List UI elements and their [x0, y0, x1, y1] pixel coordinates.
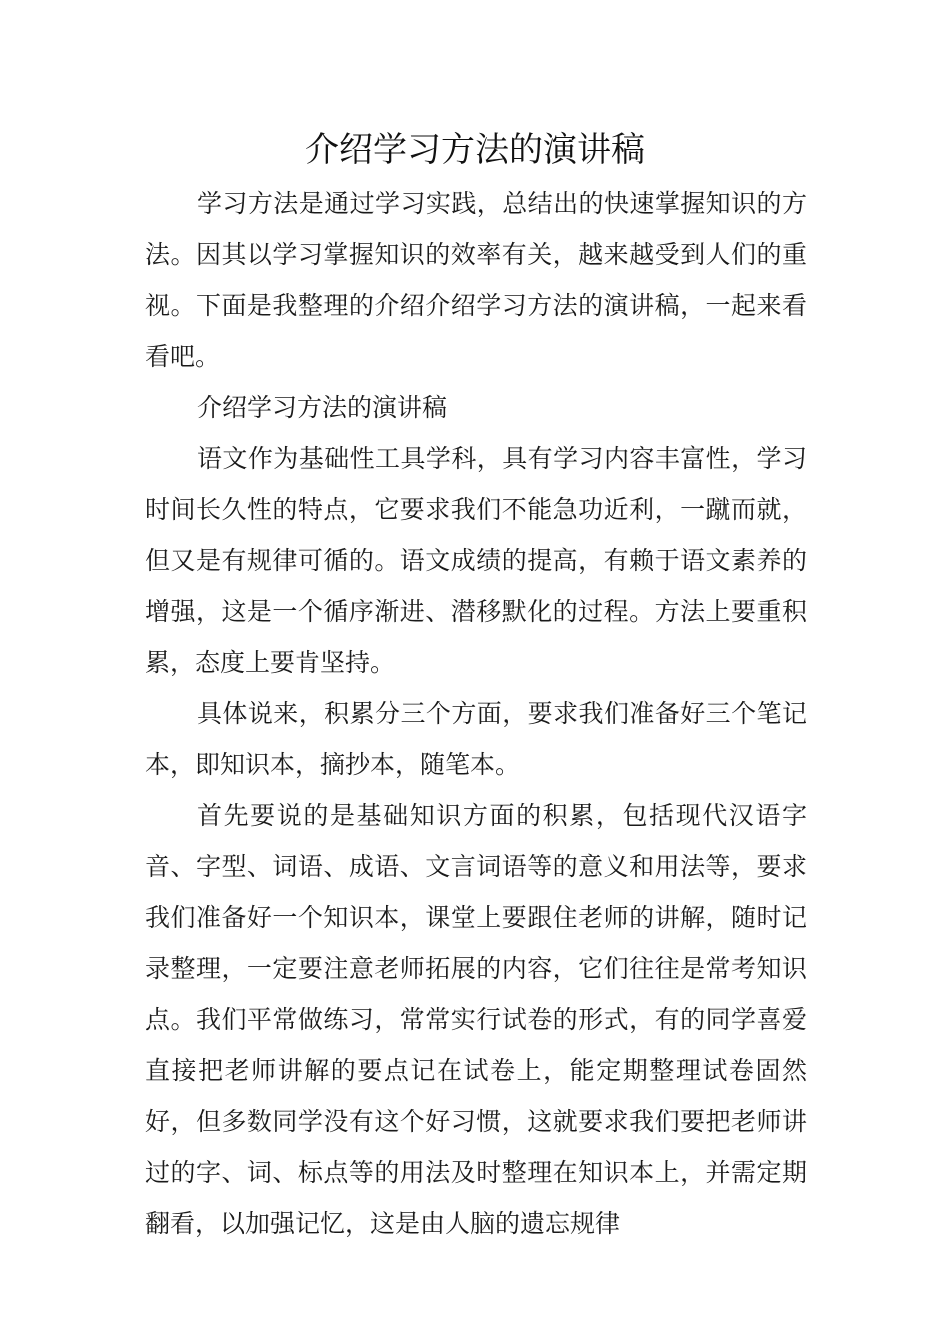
body-paragraph: 语文作为基础性工具学科，具有学习内容丰富性，学习时间长久性的特点，它要求我们不能急功近利，一蹴而就，但又是有规律可循的。语文成绩的提高，有赖于语文素养的增强，这是一个循序渐进、潜移默化的过程。方法上要重积累，态度上要肯坚持。: [145, 444, 807, 677]
document-body: [145, 178, 807, 1249]
section-heading: 介绍学习方法的演讲稿: [197, 393, 448, 422]
document-title: 介绍学习方法的演讲稿: [305, 130, 645, 170]
intro-paragraph: 学习方法是通过学习实践，总结出的快速掌握知识的方法。因其以学习掌握知识的效率有关，越来越受到人们的重视。下面是我整理的介绍介绍学习方法的演讲稿，一起来看看吧。: [145, 189, 807, 371]
body-paragraph: 首先要说的是基础知识方面的积累，包括现代汉语字音、字型、词语、成语、文言词语等的意义和用法等，要求我们准备好一个知识本，课堂上要跟住老师的讲解，随时记录整理，一定要注意老师拓展的内容，它们往往是常考知识点。我们平常做练习，常常实行试卷的形式，有的同学喜爱直接把老师讲解的要点记在试卷上，能定期整理试卷固然好，但多数同学没有这个好习惯，这就要求我们要把老师讲过的字、词、标点等的用法及时整理在知识本上，并需定期翻看，以加强记忆，这是由人脑的遗忘规律: [145, 801, 807, 1238]
body-paragraph: 具体说来，积累分三个方面，要求我们准备好三个笔记本，即知识本，摘抄本，随笔本。: [145, 699, 807, 779]
